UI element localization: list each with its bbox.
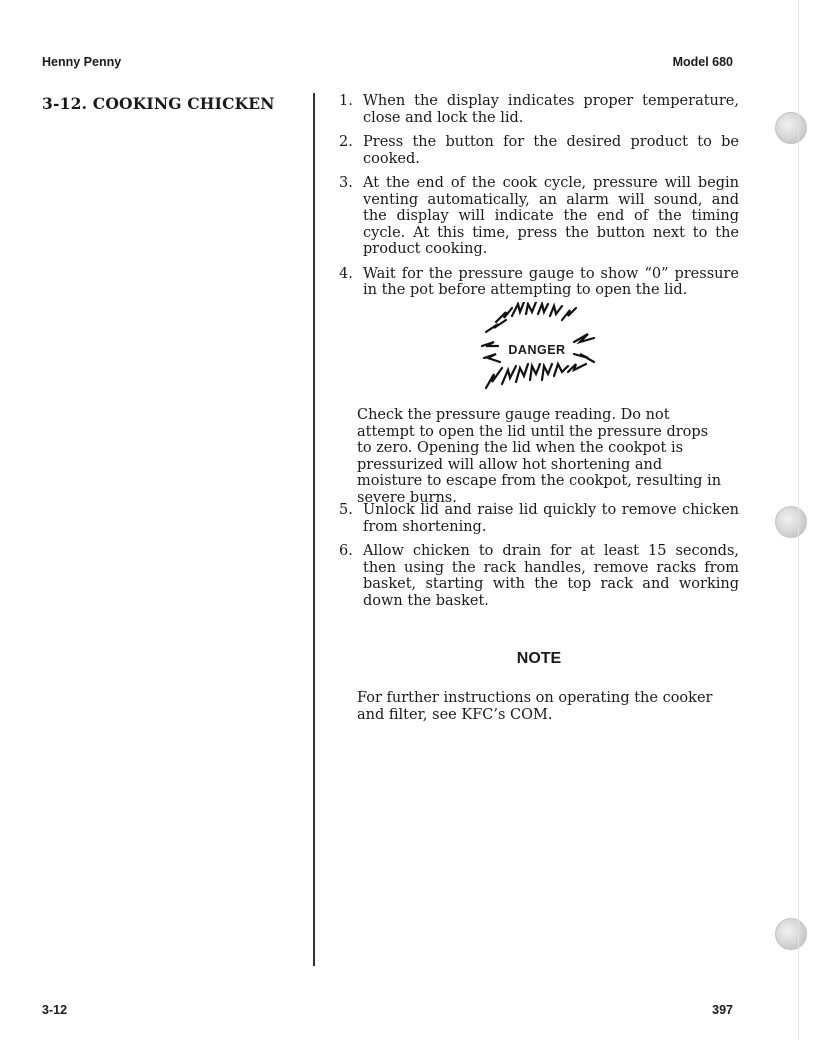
binder-hole	[775, 506, 807, 538]
binder-hole	[775, 918, 807, 950]
footer-section-number: 3-12	[42, 1003, 68, 1017]
step-number: 3.	[339, 175, 353, 191]
step-number: 2.	[339, 134, 353, 150]
step-text: Wait for the pressure gauge to show “0” pressure in the pot before attempting to open the lid.	[363, 265, 739, 298]
page-edge	[798, 0, 799, 1040]
steps-list-1	[339, 93, 739, 307]
binder-hole	[775, 112, 807, 144]
danger-symbol	[476, 302, 616, 397]
column-divider	[313, 93, 315, 966]
note-title: NOTE	[516, 650, 562, 667]
step-number: 6.	[339, 543, 353, 559]
note-text: For further instructions on operating the cooker and filter, see KFC’s COM.	[357, 690, 713, 723]
step-item	[339, 543, 739, 609]
step-text: At the end of the cook cycle, pressure will begin venting automatically, an alarm will sound, and the display will indicate the end of the timing cycle. At this time, press the button next to the product cooking.	[363, 175, 739, 257]
step-text: Press the button for the desired product to be cooked.	[363, 134, 739, 167]
step-number: 4.	[339, 265, 353, 282]
danger-label: DANGER	[508, 343, 566, 357]
section-title: 3-12. COOKING CHICKEN	[42, 94, 275, 113]
step-text: Unlock lid and raise lid quickly to remove chicken from shortening.	[363, 502, 739, 535]
step-item	[339, 175, 739, 258]
step-number: 1.	[339, 93, 353, 109]
step-number: 5.	[339, 502, 353, 518]
step-item	[339, 502, 739, 535]
danger-warning-text: Check the pressure gauge reading. Do not attempt to open the lid until the pressure drops to zero. Opening the lid when the cookpot is pressurized will allow hot shortening and moisture to escape from the cookpot, resulting in severe burns.	[357, 407, 722, 506]
header-model: Model 680	[672, 55, 733, 69]
step-text: When the display indicates proper temperature, close and lock the lid.	[363, 93, 739, 126]
steps-list-2	[339, 502, 739, 617]
step-item	[339, 93, 739, 126]
step-text: Allow chicken to drain for at least 15 seconds, then using the rack handles, remove racks from basket, starting with the top rack and working down the basket.	[363, 543, 739, 609]
footer-page-number: 397	[712, 1003, 733, 1017]
header-company: Henny Penny	[42, 55, 122, 69]
step-item	[339, 266, 739, 299]
step-item	[339, 134, 739, 167]
